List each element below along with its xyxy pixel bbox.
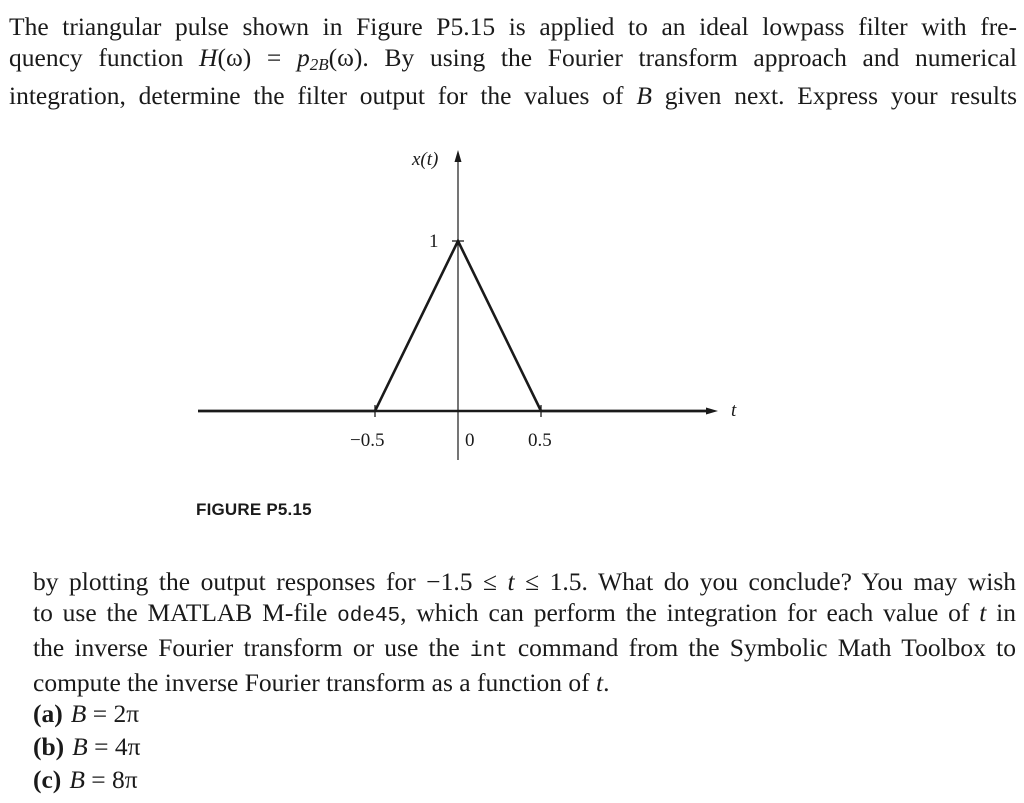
- code-int: int: [469, 640, 508, 663]
- y-axis-arrow: [455, 150, 462, 162]
- option-variable: B: [72, 732, 88, 761]
- symbol-H: H: [199, 43, 218, 72]
- option-b: [33, 730, 141, 763]
- intro-text: (ω). By using the Fourier transform approach and numerical: [328, 43, 1018, 72]
- x-axis-label: t: [731, 400, 737, 421]
- after-text: in: [986, 598, 1016, 627]
- symbol-p: p: [297, 43, 310, 72]
- after-text: ≤ 1.5. What do you conclude? You may wish: [514, 567, 1016, 596]
- after-line-2: [33, 597, 1016, 632]
- x-tick-label: 0.5: [528, 430, 552, 451]
- option-label: (a): [33, 699, 63, 728]
- option-variable: B: [70, 699, 87, 728]
- option-label: (c): [33, 765, 62, 794]
- intro-text: (ω) =: [217, 43, 298, 72]
- symbol-B: B: [636, 81, 652, 110]
- after-text: command from the Symbolic Math Toolbox to: [507, 633, 1016, 662]
- option-c: [33, 763, 141, 796]
- peak-value-label: 1: [429, 231, 439, 252]
- option-value: = 2π: [86, 699, 140, 728]
- x-tick-label: 0: [465, 430, 475, 451]
- code-ode45: ode45: [337, 605, 401, 628]
- intro-text: integration, determine the filter output for the values of: [9, 81, 637, 110]
- after-line-4: [33, 667, 1016, 698]
- option-variable: B: [69, 765, 85, 794]
- symbol-subscript: 2B: [309, 55, 329, 74]
- option-a: [33, 697, 141, 730]
- answer-options: [33, 697, 141, 796]
- intro-line-1: The triangular pulse shown in Figure P5.15 is applied to an ideal lowpass filter with fre-: [9, 12, 1017, 41]
- after-line-3: [33, 632, 1016, 667]
- x-tick-label: −0.5: [350, 430, 385, 451]
- problem-instructions: [33, 566, 1016, 698]
- after-text: .: [603, 668, 610, 697]
- y-axis-label: x(t): [412, 149, 439, 170]
- symbol-t: t: [507, 567, 515, 596]
- after-text: , which can perform the integration for each value of: [400, 598, 980, 627]
- intro-text: given next. Express your results: [651, 81, 1017, 110]
- after-text: compute the inverse Fourier transform as a function of: [33, 668, 596, 697]
- symbol-t: t: [595, 668, 604, 697]
- after-text: to use the MATLAB M-file: [33, 598, 338, 627]
- figure-caption: FIGURE P5.15: [196, 500, 312, 519]
- after-text: the inverse Fourier transform or use the: [33, 633, 470, 662]
- after-line-1: [33, 566, 1016, 597]
- option-value: = 4π: [87, 732, 141, 761]
- option-label: (b): [33, 732, 65, 761]
- option-value: = 8π: [84, 765, 138, 794]
- after-text: by plotting the output responses for −1.5 ≤: [33, 567, 508, 596]
- symbol-t: t: [979, 598, 987, 627]
- intro-text: quency function: [9, 43, 200, 72]
